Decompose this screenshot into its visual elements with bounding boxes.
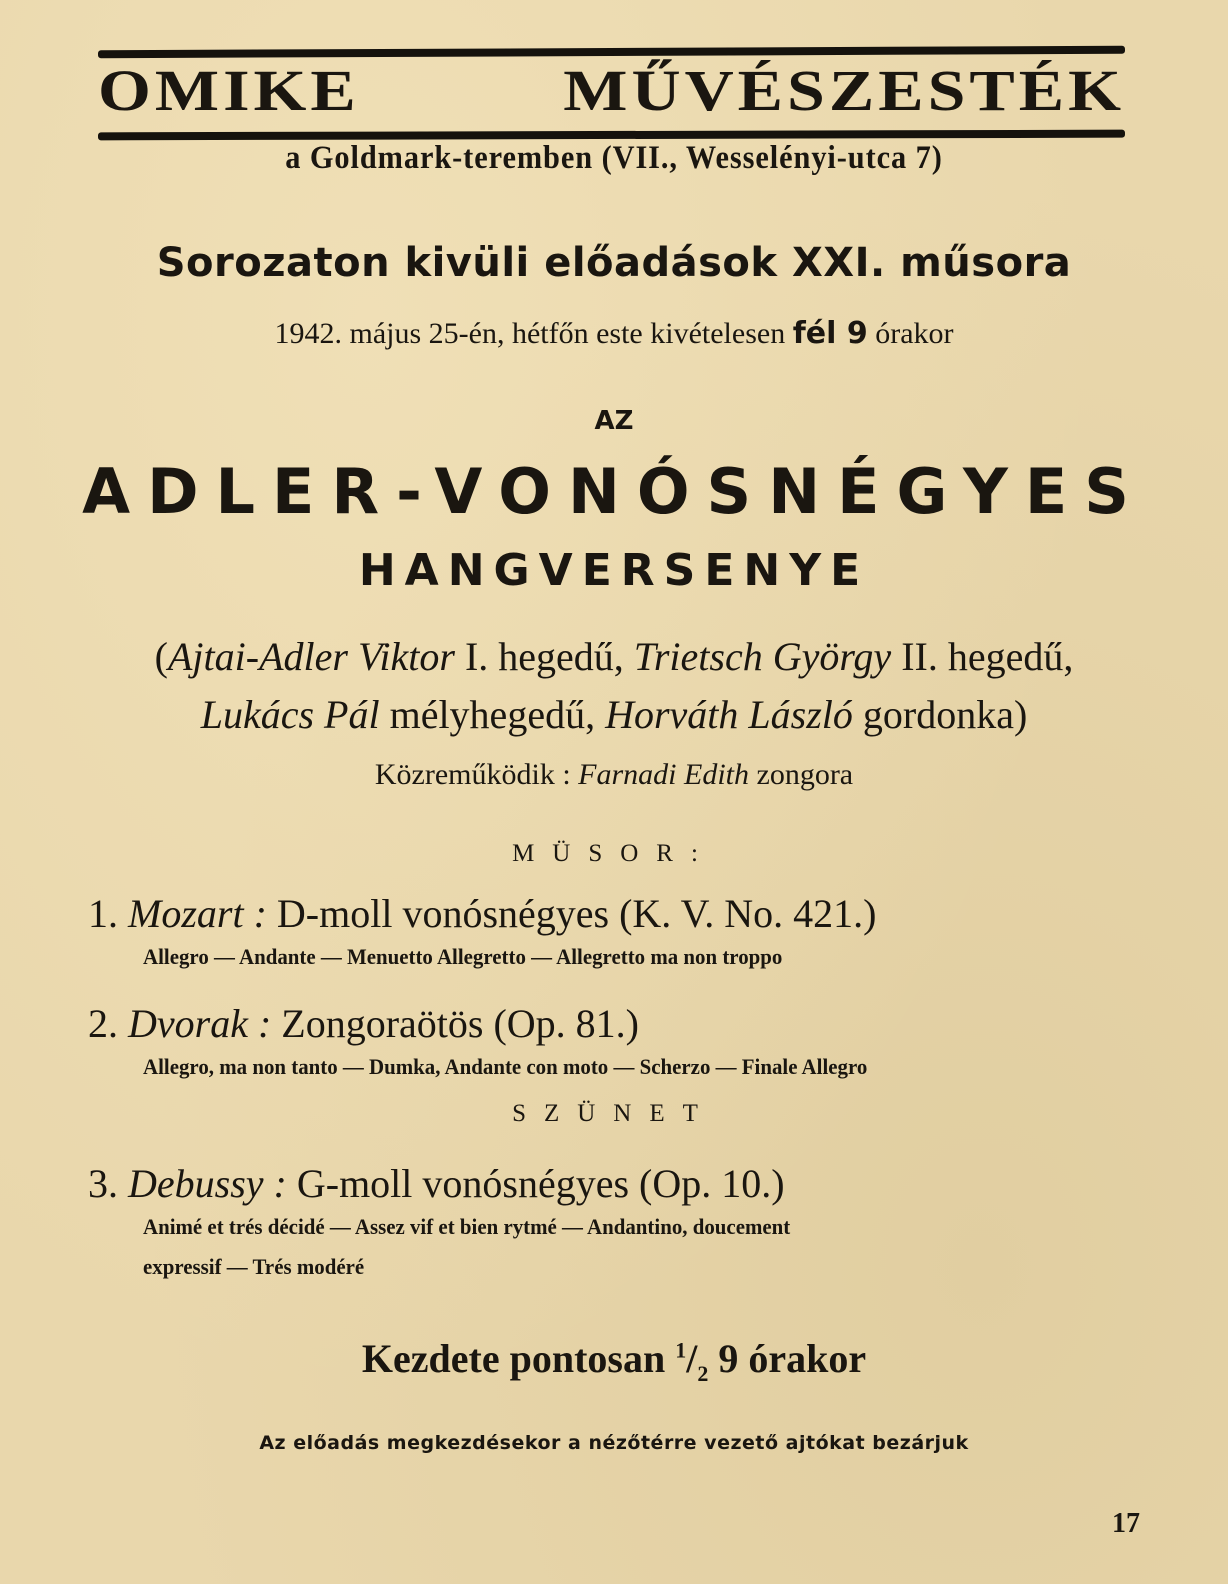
performers-line-2 <box>0 686 1228 744</box>
program-item-title <box>88 1160 1168 1207</box>
composer: Dvorak : <box>128 1001 272 1046</box>
movements: Animé et trés décidé — Assez vif et bien rytmé — Andantino, doucement <box>143 1214 791 1239</box>
movements: Allegro, ma non tanto — Dumka, Andante con moto — Scherzo — Finale Allegro <box>143 1054 868 1079</box>
performer-role: II. hegedű, <box>901 634 1074 679</box>
ensemble-name: ADLER-VONÓSNÉGYES <box>82 455 1146 528</box>
program-item <box>88 890 1168 977</box>
movements: Allegro — Andante — Menuetto Allegretto — Allegretto ma non troppo <box>143 944 783 969</box>
work: Zongoraötös (Op. 81.) <box>281 1001 639 1046</box>
performer-name: Horváth László <box>605 692 853 737</box>
composer: Mozart : <box>128 891 267 936</box>
guest-role: zongora <box>756 758 854 791</box>
fraction-numerator: 1 <box>675 1337 687 1363</box>
work: G-moll vonósnégyes (Op. 10.) <box>296 1161 785 1206</box>
venue-line: a Goldmark-teremben (VII., Wesselényi-utca 7) <box>285 140 943 176</box>
concert-label: HANGVERSENYE <box>358 545 870 596</box>
performers-line-1: (Ajtai-Adler Viktor I. hegedű, Trietsch György II. hegedű, <box>154 634 1074 679</box>
performers-block <box>0 628 1228 744</box>
performer-name: Ajtai-Adler Viktor <box>167 634 455 679</box>
date-line <box>0 316 1228 351</box>
guest-label: Közreműködik : <box>374 758 571 791</box>
doors-notice: Az előadás megkezdésekor a nézőtérre vezető ajtókat bezárjuk <box>259 1432 969 1454</box>
start-prefix: Kezdete pontosan <box>361 1336 666 1381</box>
item-number: 3. <box>88 1161 118 1206</box>
performer-role: I. hegedű, <box>464 634 624 679</box>
date-suffix: órakor <box>875 317 954 350</box>
guest-performer-line <box>0 758 1228 792</box>
start-time-line: Kezdete pontosan $^1/_2$ 9 órakor <box>361 1336 867 1386</box>
composer: Debussy : <box>128 1161 287 1206</box>
masthead-bottom-rule <box>98 130 1125 141</box>
program-item-title <box>88 1000 1168 1047</box>
fraction-denominator: 2 <box>697 1361 709 1386</box>
program-item-title <box>88 890 1168 937</box>
guest-name: Farnadi Edith <box>578 758 749 791</box>
performer-name: Lukács Pál <box>200 692 380 737</box>
performer-role: gordonka) <box>862 692 1028 737</box>
masthead-top-rule <box>98 46 1125 58</box>
intermission-label: SZÜNET <box>512 1100 716 1127</box>
work: D-moll vonósnégyes (K. V. No. 421.) <box>276 891 877 936</box>
item-number: 2. <box>88 1001 118 1046</box>
page-number: 17 <box>1112 1508 1140 1539</box>
series-heading: Sorozaton kivüli előadások XXI. műsora <box>156 240 1072 286</box>
article-az: AZ <box>594 406 634 436</box>
program-item <box>88 1160 1168 1287</box>
program-heading: MÜSOR: <box>512 840 716 867</box>
performer-role: mélyhegedű, <box>389 692 596 737</box>
movements-continued: expressif — Trés modéré <box>143 1254 365 1279</box>
date-emphasis: fél 9 <box>792 316 868 351</box>
masthead-title: OMIKE MŰVÉSZESTÉK <box>98 57 1125 123</box>
date-prefix: 1942. május 25-én, hétfőn este kivételesen <box>274 317 786 350</box>
performer-name: Trietsch György <box>633 634 892 679</box>
item-number: 1. <box>88 891 118 936</box>
program-item <box>88 1000 1168 1087</box>
start-suffix: 9 órakor <box>718 1336 867 1381</box>
